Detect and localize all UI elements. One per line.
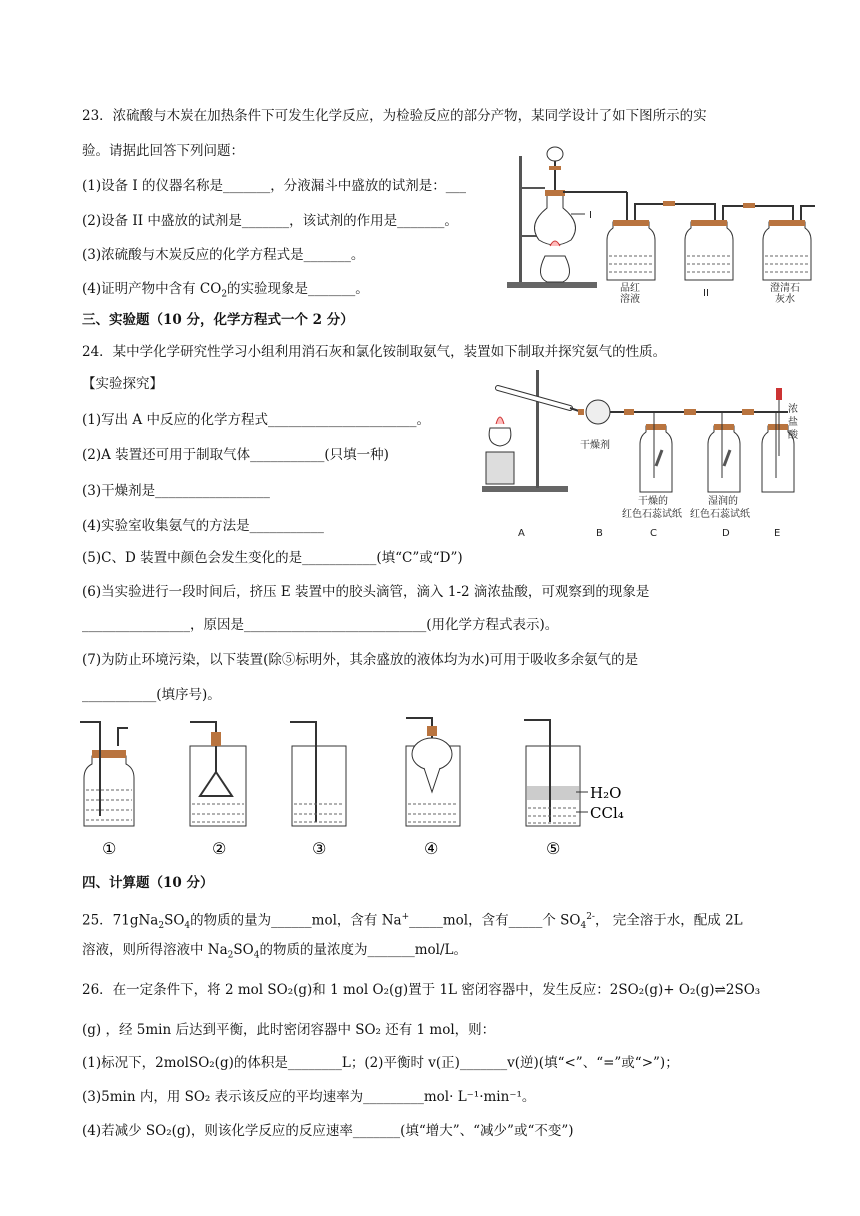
q23-part2: (2)设备 II 中盛放的试剂是_______，该试剂的作用是_______。	[82, 213, 458, 229]
acid-label-2: 盐	[788, 417, 798, 428]
q24-apparatus-figure	[478, 366, 808, 542]
h2o-label: H₂O	[590, 784, 622, 802]
drying-agent-label: 干燥剂	[580, 440, 610, 451]
section4-heading: 四、计算题（10 分）	[82, 875, 214, 891]
device-num-3: ③	[312, 839, 327, 858]
label-B: B	[596, 528, 603, 539]
acid-label-1: 浓	[788, 404, 798, 415]
q26-part4: (4)若减少 SO₂(g)，则该化学反应的反应速率_______(填“增大”、“减少”或“不变”)	[82, 1123, 574, 1139]
q23-line1: 23．浓硫酸与木炭在加热条件下可发生化学反应，为检验反应的部分产物，某同学设计了如下图所示的实	[82, 108, 707, 124]
q23-label-I: I	[589, 210, 592, 221]
q26-line1: 26．在一定条件下，将 2 mol SO₂(g)和 1 mol O₂(g)置于 1L 密闭容器中，发生反应：2SO₂(g)+ O₂(g)⇌2SO₃	[82, 982, 761, 998]
q25-line2: 溶液，则所得溶液中 $Na_2SO_4$的物质的量浓度为_______mol/L。	[82, 942, 467, 961]
q24-tag: 【实验探究】	[82, 376, 163, 392]
q24-part3: (3)干燥剂是_________________	[82, 483, 270, 499]
c-label-1: 干燥的	[638, 496, 668, 507]
device-num-2: ②	[212, 839, 227, 858]
label-C: C	[650, 528, 657, 539]
q23-part4: (4)证明产物中含有 $CO_2$的实验现象是_______。	[82, 281, 369, 300]
q24-part7-b: ___________(填序号)。	[82, 687, 221, 703]
q23-line2: 验。请据此回答下列问题：	[82, 143, 244, 159]
q25-line1: 25．$71gNa_2SO_4$的物质的量为______mol，含有 Na+_____mol，含有_____个 $SO_4^{2-}$， 完全溶于水，配成 2L	[82, 912, 743, 932]
bottle3-label-b: 灰水	[775, 294, 795, 304]
d-label-1: 湿润的	[708, 496, 738, 507]
q24-part4: (4)实验室收集氨气的方法是___________	[82, 518, 324, 534]
q23-part3: (3)浓硫酸与木炭反应的化学方程式是_______。	[82, 247, 365, 263]
c-label-2: 红色石蕊试纸	[622, 509, 682, 520]
label-D: D	[722, 528, 730, 539]
q26-part1: (1)标况下，2molSO₂(g)的体积是________L；(2)平衡时 v(正)_______v(逆)(填“<”、“=”或“>”)；	[82, 1055, 679, 1071]
q24-intro: 24．某中学化学研究性学习小组利用消石灰和氯化铵制取氨气，装置如下制取并探究氨气的性质。	[82, 344, 667, 360]
q24-part2: (2)A 装置还可用于制取气体___________(只填一种)	[82, 447, 389, 463]
q23-label-II: II	[703, 288, 709, 299]
q24-part6-a: (6)当实验进行一段时间后，挤压 E 装置中的胶头滴管，滴入 1-2 滴浓盐酸，可观察到的现象是	[82, 584, 650, 600]
q23-part1: (1)设备 I 的仪器名称是_______，分液漏斗中盛放的试剂是：___	[82, 178, 467, 194]
device-num-1: ①	[102, 839, 117, 858]
q24-part1: (1)写出 A 中反应的化学方程式______________________。	[82, 412, 430, 428]
q23-apparatus-figure	[505, 136, 815, 304]
bottle1-label-b: 溶液	[620, 294, 640, 304]
bottle3-label-a: 澄清石	[770, 283, 800, 294]
device-num-4: ④	[424, 839, 439, 858]
q26-line2: (g) ，经 5min 后达到平衡，此时密闭容器中 SO₂ 还有 1 mol，则：	[82, 1022, 496, 1038]
q24-part5: (5)C、D 装置中颜色会发生变化的是___________(填“C”或“D”)	[82, 550, 463, 566]
bottle1-label-a: 品红	[620, 283, 640, 294]
label-A: A	[518, 528, 525, 539]
acid-label-3: 酸	[788, 430, 798, 441]
q24-part7-a: (7)为防止环境污染，以下装置(除⑤标明外，其余盛放的液体均为水)可用于吸收多余氨气的是	[82, 652, 639, 668]
q24-part6-b: ________________，原因是___________________________(用化学方程式表示)。	[82, 617, 559, 633]
absorption-devices-figure	[80, 712, 640, 862]
ccl4-label: CCl₄	[590, 804, 624, 822]
device-num-5: ⑤	[546, 839, 561, 858]
q26-part3: (3)5min 内，用 SO₂ 表示该反应的平均速率为_________mol· L⁻¹·min⁻¹。	[82, 1089, 536, 1105]
d-label-2: 红色石蕊试纸	[690, 509, 750, 520]
label-E: E	[774, 528, 781, 539]
section3-heading: 三、实验题（10 分，化学方程式一个 2 分）	[82, 312, 354, 328]
